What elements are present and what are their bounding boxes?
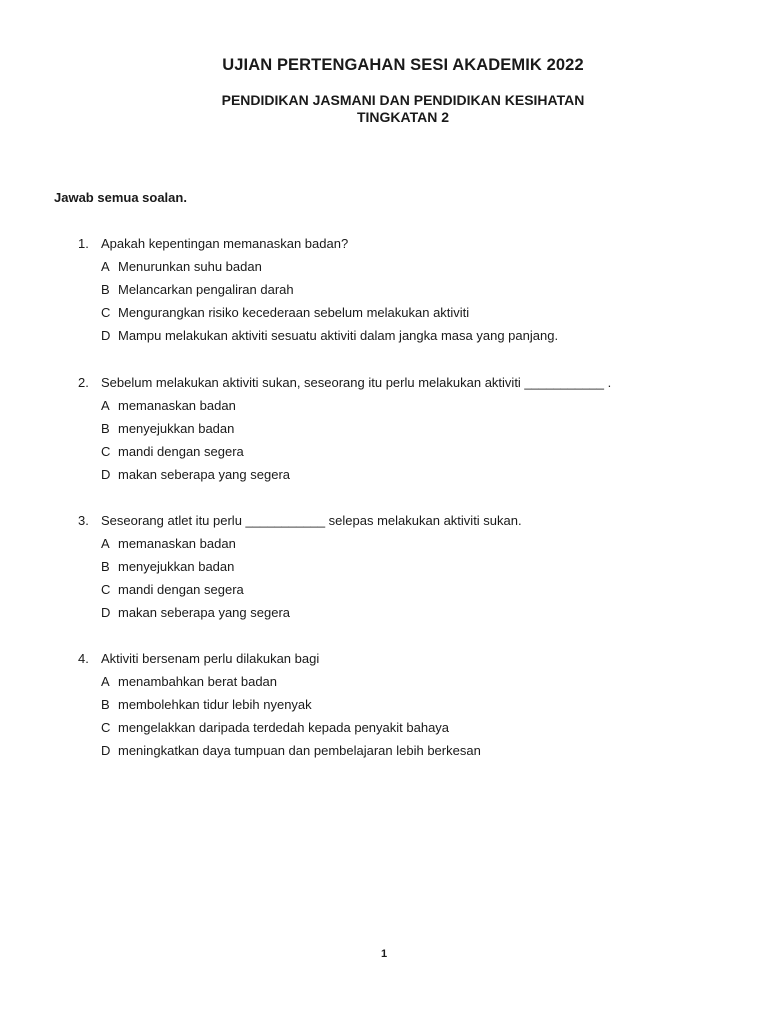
- option-text: menyejukkan badan: [118, 421, 235, 436]
- option-text: mengelakkan daripada terdedah kepada penyakit bahaya: [118, 720, 450, 735]
- option-letter: B: [101, 421, 110, 436]
- option-text: mandi dengan segera: [118, 444, 244, 459]
- option-a: [101, 259, 262, 274]
- option-letter: D: [101, 605, 111, 620]
- option-letter: C: [101, 582, 111, 597]
- option-b: [101, 421, 234, 436]
- page-number: 1: [380, 948, 388, 960]
- option-a: [101, 398, 236, 413]
- option-b: [101, 697, 312, 712]
- option-a: [101, 536, 236, 551]
- option-letter: D: [101, 743, 111, 758]
- question-number: 2.: [78, 375, 89, 390]
- subject-title: PENDIDIKAN JASMANI DAN PENDIDIKAN KESIHATAN: [221, 92, 585, 108]
- option-d: [101, 328, 558, 343]
- option-c: [101, 305, 469, 320]
- option-text: mandi dengan segera: [118, 582, 244, 597]
- question-text: Seseorang atlet itu perlu ___________ selepas melakukan aktiviti sukan.: [101, 513, 522, 528]
- option-text: membolehkan tidur lebih nyenyak: [118, 697, 312, 712]
- option-letter: C: [101, 305, 111, 320]
- option-letter: A: [101, 398, 110, 413]
- question-number: 1.: [78, 236, 89, 251]
- option-text: Menurunkan suhu badan: [118, 259, 262, 274]
- option-d: [101, 605, 290, 620]
- option-b: [101, 282, 294, 297]
- option-letter: D: [101, 328, 111, 343]
- question-number: 4.: [78, 651, 89, 666]
- option-letter: C: [101, 720, 111, 735]
- option-text: makan seberapa yang segera: [118, 467, 291, 482]
- exam-title: UJIAN PERTENGAHAN SESI AKADEMIK 2022: [222, 56, 584, 74]
- option-text: menambahkan berat badan: [118, 674, 278, 689]
- option-text: Mengurangkan risiko kecederaan sebelum melakukan aktiviti: [118, 305, 470, 320]
- option-d: [101, 743, 481, 758]
- form-level: TINGKATAN 2: [356, 109, 450, 125]
- option-letter: B: [101, 282, 110, 297]
- option-c: [101, 720, 449, 735]
- option-text: memanaskan badan: [118, 398, 236, 413]
- option-letter: B: [101, 559, 110, 574]
- option-letter: D: [101, 467, 111, 482]
- option-text: menyejukkan badan: [118, 559, 235, 574]
- option-text: Melancarkan pengaliran darah: [118, 282, 294, 297]
- option-letter: B: [101, 697, 110, 712]
- option-c: [101, 582, 244, 597]
- option-text: makan seberapa yang segera: [118, 605, 291, 620]
- option-text: meningkatkan daya tumpuan dan pembelajaran lebih berkesan: [118, 743, 481, 758]
- option-letter: C: [101, 444, 111, 459]
- option-letter: A: [101, 259, 110, 274]
- option-text: Mampu melakukan aktiviti sesuatu aktiviti dalam jangka masa yang panjang.: [118, 328, 559, 343]
- question-text: Sebelum melakukan aktiviti sukan, seseorang itu perlu melakukan aktiviti ___________ .: [101, 375, 612, 390]
- question-text: Aktiviti bersenam perlu dilakukan bagi: [101, 651, 320, 666]
- question-number: 3.: [78, 513, 89, 528]
- option-d: [101, 467, 290, 482]
- option-c: [101, 444, 244, 459]
- option-letter: A: [101, 536, 110, 551]
- option-b: [101, 559, 234, 574]
- option-a: [101, 674, 277, 689]
- option-text: memanaskan badan: [118, 536, 236, 551]
- instruction-text: Jawab semua soalan.: [54, 190, 187, 205]
- option-letter: A: [101, 674, 110, 689]
- question-text: Apakah kepentingan memanaskan badan?: [101, 236, 349, 251]
